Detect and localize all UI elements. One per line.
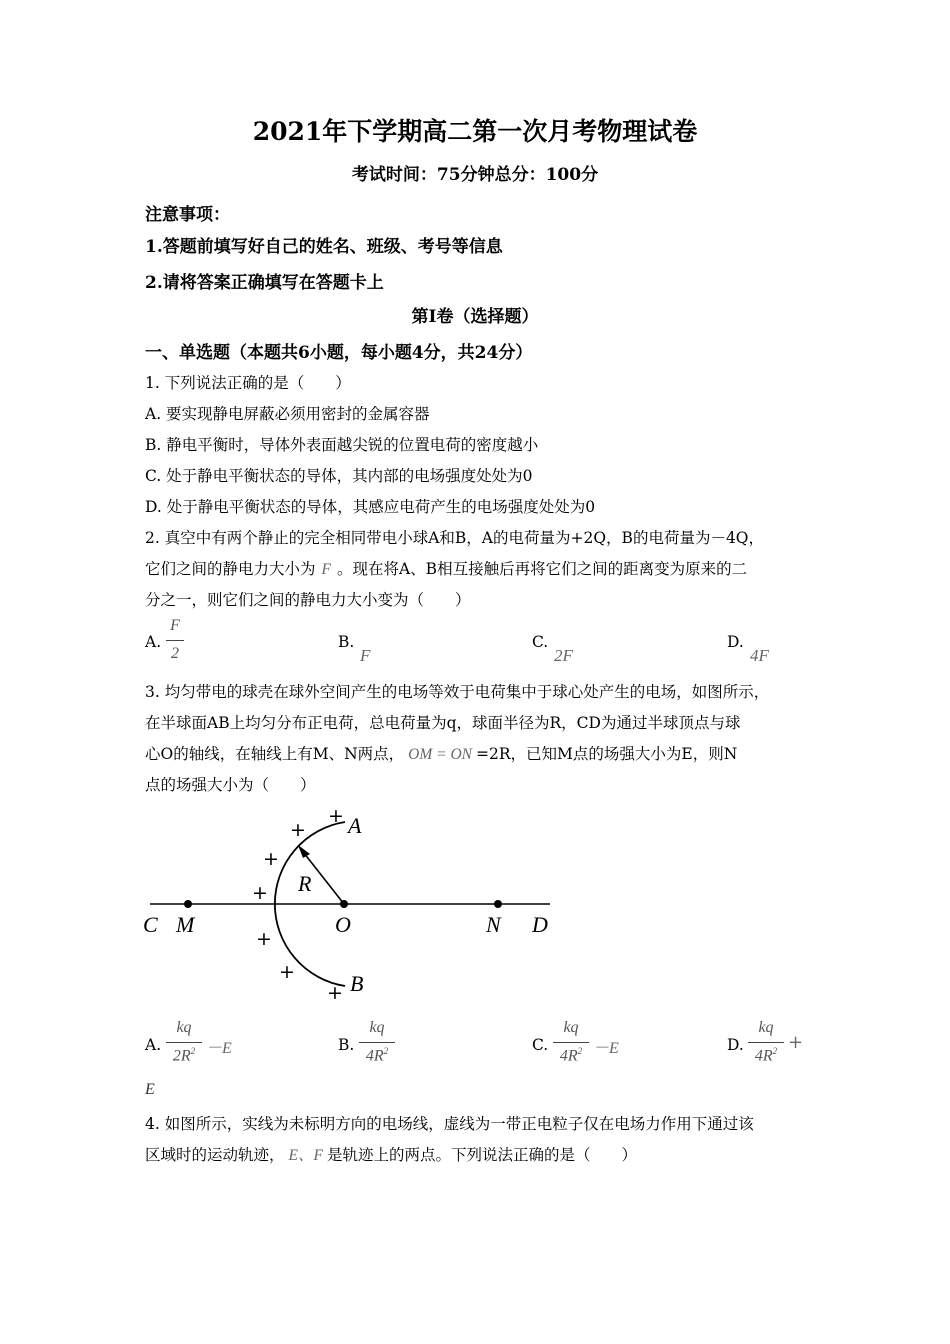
q3-line-1: 3. 均匀带电的球壳在球外空间产生的电场等效于电荷集中于球心处产生的电场，如图所示， [145,683,770,701]
q4-line-2a: 区域时的运动轨迹， [145,1146,285,1164]
label-a: A [348,813,362,838]
q3-option-b-label: B. [338,1036,355,1054]
q2-option-a-numerator: F [170,617,180,634]
q3-option-c-denominator [553,1046,589,1065]
q3-option-d-denominator [748,1046,784,1065]
q3-line-2: 在半球面AB上均匀分布正电荷，总电荷量为q，球面半径为R，CD为通过半球顶点与球 [145,714,741,732]
page-title: 2021年下学期高二第一次月考物理试卷 [252,117,698,146]
notes-heading: 注意事项： [145,205,230,225]
plus-sign-1: + [328,805,344,827]
label-d: D [532,912,548,937]
q3-option-d-numerator: kq [758,1019,774,1036]
label-b: B [350,971,364,996]
q3-equation: OM = ON [408,746,473,763]
label-r: R [298,871,312,896]
q4-line-1: 4. 如图所示，实线为未标明方向的电场线，虚线为一带正电粒子仅在电场力作用下通过该 [145,1115,754,1133]
q3-option-b-den-text: 4R [365,1047,384,1065]
q3-option-b-den-exponent: 2 [383,1046,389,1056]
q2-force-symbol: F [321,561,331,578]
q3-option-a-den-exponent: 2 [190,1046,196,1056]
q2-option-d-label: D. [727,633,744,651]
volume-title: 第I卷（选择题） [411,307,539,327]
plus-sign-5: + [256,928,272,950]
q3-line-4: 点的场强大小为（ ） [145,776,316,794]
q2-option-a-denominator: 2 [171,645,179,662]
plus-sign-7: + [327,982,343,1004]
plus-sign-3: + [263,848,279,870]
label-o: O [335,912,351,937]
radius-arrowhead [298,845,310,858]
q3-line-3b: =2R，已知M点的场强大小为E，则N [476,745,738,763]
q2-line-3: 分之一，则它们之间的静电力大小变为（ ） [145,591,471,609]
q4-line-2 [145,1143,637,1165]
q2-option-a-fraction-bar [166,640,184,641]
exam-info: 考试时间：75分钟总分：100分 [351,165,599,185]
label-c: C [143,912,158,937]
q3-option-b-fraction-bar [359,1042,395,1043]
q3-option-c-den-exponent: 2 [577,1046,583,1056]
q3-option-c-tail: －E [593,1040,619,1057]
q3-option-d-den-text: 4R [754,1047,773,1065]
plus-sign-6: + [279,961,295,983]
point-o-dot [340,900,348,908]
q3-option-a-denominator [166,1046,202,1065]
q2-option-b-value: F [360,646,371,665]
q1-option-a: A. 要实现静电屏蔽必须用密封的金属容器 [145,405,430,423]
label-n: N [486,912,501,937]
q3-option-d-den-exponent: 2 [772,1046,778,1056]
q3-option-c-label: C. [532,1036,549,1054]
q3-option-d-fraction-bar [748,1042,784,1043]
plus-sign-2: + [290,819,306,841]
q2-option-c-label: C. [532,633,549,651]
q2-option-b-label: B. [338,633,355,651]
q3-option-d-wrap: E [145,1081,155,1098]
q4-line-2b: 是轨迹上的两点。下列说法正确的是（ ） [326,1146,637,1164]
q3-option-a-den-text: 2R [172,1047,191,1065]
q1-option-b: B. 静电平衡时，导体外表面越尖锐的位置电荷的密度越小 [145,436,539,454]
section-title: 一、单选题（本题共6小题，每小题4分，共24分） [145,343,533,363]
q1-option-c: C. 处于静电平衡状态的导体，其内部的电场强度处处为0 [145,467,533,485]
q2-line-2b: 。现在将A、B相互接触后再将它们之间的距离变为原来的二 [336,560,748,578]
q1-stem: 1. 下列说法正确的是（ ） [145,374,351,392]
q2-option-a-label: A. [145,633,162,651]
notes-item-1: 1.答题前填写好自己的姓名、班级、考号等信息 [145,237,503,257]
point-m-dot [184,900,192,908]
q3-option-a-tail: －E [206,1040,232,1057]
label-m: M [176,912,195,937]
q3-option-c-fraction-bar [553,1042,589,1043]
q3-option-d-tail: + [788,1032,804,1053]
q3-option-a-numerator: kq [176,1019,192,1036]
notes-item-2: 2.请将答案正确填写在答题卡上 [145,273,384,293]
q2-line-2a: 它们之间的静电力大小为 [145,560,316,578]
q2-option-c-value: 2F [554,646,573,665]
q3-line-3 [145,742,737,764]
point-n-dot [494,900,502,908]
q2-line-2 [145,557,747,579]
q3-line-3a: 心O的轴线，在轴线上有M、N两点， [145,745,405,763]
q4-points-ef: E、F [288,1147,323,1164]
q3-option-a-fraction-bar [166,1042,202,1043]
q3-option-b-denominator [359,1046,395,1065]
q3-option-a-label: A. [145,1036,162,1054]
q3-option-c-den-text: 4R [559,1047,578,1065]
q1-option-d: D. 处于静电平衡状态的导体，其感应电荷产生的电场强度处处为0 [145,498,596,516]
q3-option-b-numerator: kq [369,1019,385,1036]
q3-option-c-numerator: kq [563,1019,579,1036]
q3-option-d-label: D. [727,1036,744,1054]
plus-sign-4: + [252,882,268,904]
hemisphere-diagram [140,800,570,1010]
q2-option-d-value: 4F [750,646,769,665]
q2-line-1: 2. 真空中有两个静止的完全相同带电小球A和B，A的电荷量为+2Q，B的电荷量为－4Q， [145,529,765,547]
